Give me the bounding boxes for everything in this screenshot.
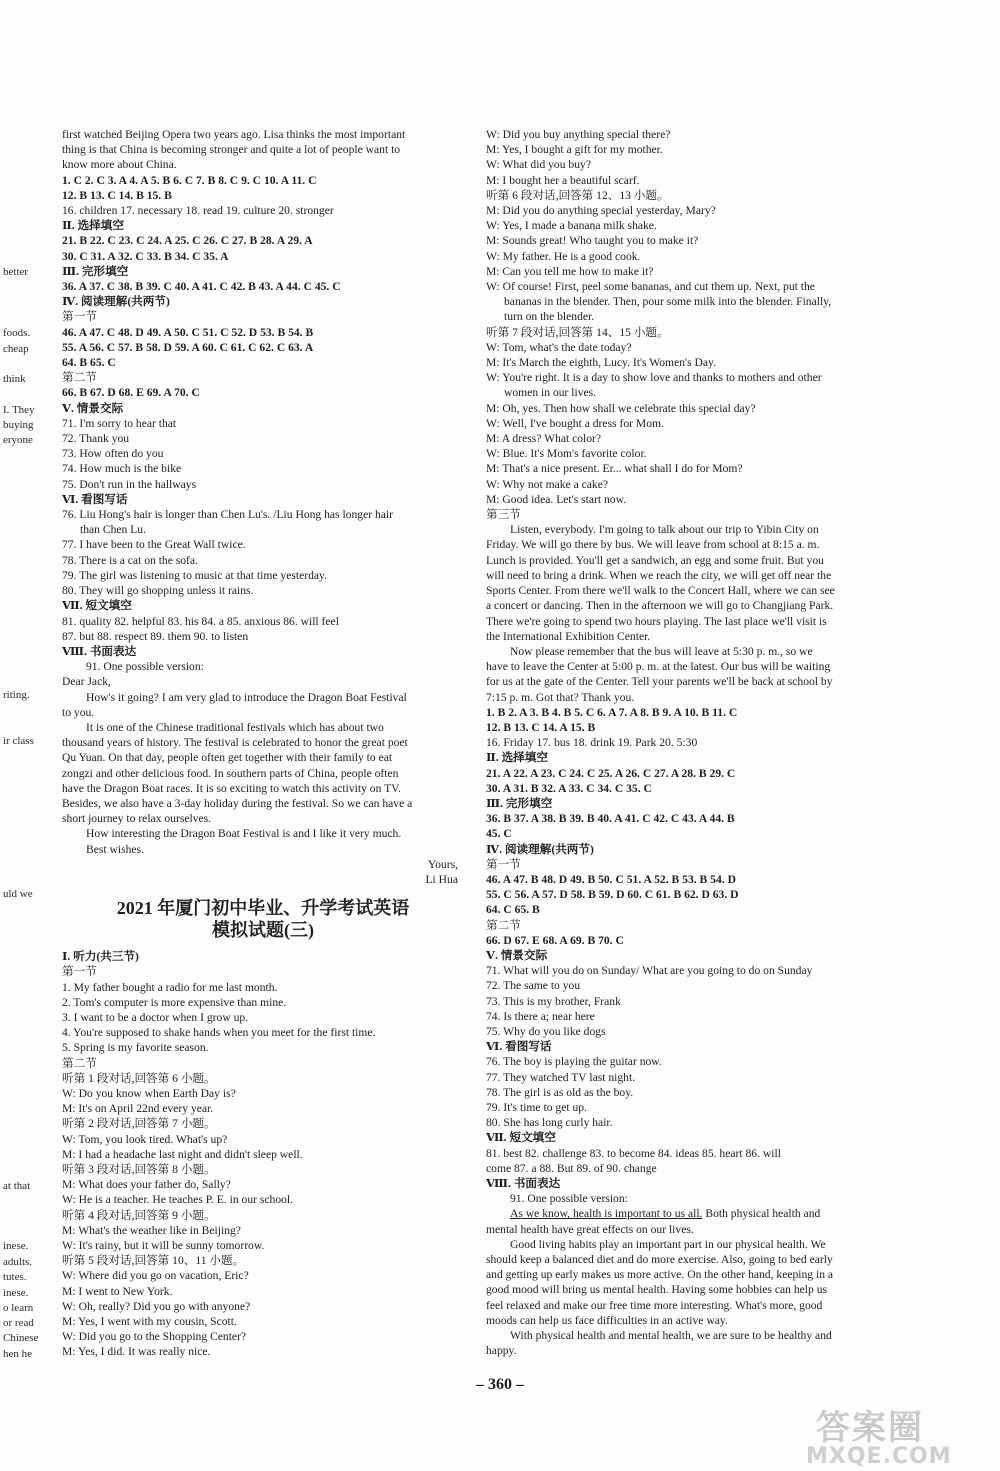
text-line: 46. A 47. C 48. D 49. A 50. C 51. C 52. D 53. B 54. B [62, 325, 314, 339]
section-heading: Ⅱ. 选择填空 [486, 751, 548, 765]
exam-title-line1: 2021 年厦门初中毕业、升学考试英语 [116, 898, 410, 919]
margin-text-fragment: inese. [3, 1240, 29, 1252]
text-line: W: Did you buy anything special there? [486, 128, 671, 141]
margin-text-fragment: think [3, 373, 26, 385]
text-line: moods can help us face difficulties in an active way. [486, 1313, 728, 1327]
margin-text-fragment: cheap [3, 343, 29, 355]
text-line: M: Sounds great! Who taught you to make it? [486, 234, 699, 248]
text-line: W: He is a teacher. He teaches P. E. in our school. [62, 1193, 294, 1207]
text-line: M: Oh, yes. Then how shall we celebrate this special day? [486, 401, 756, 415]
text-line: 78. The girl is as old as the boy. [486, 1085, 634, 1099]
margin-text-fragment: Chinese [3, 1332, 39, 1344]
text-line: 听第 2 段对话,回答第 7 小题。 [62, 1117, 216, 1131]
text-line: 1. B 2. A 3. B 4. B 5. C 6. A 7. A 8. B 9. A 10. B 11. C [486, 705, 738, 719]
text-line: It is one of the Chinese traditional festivals which has about two [86, 720, 384, 734]
text-line: Good living habits play an important part in our physical health. We [510, 1237, 826, 1251]
margin-text-fragment: adults. [3, 1256, 33, 1268]
text-line: M: It's March the eighth, Lucy. It's Women's Day. [486, 356, 716, 370]
margin-text-fragment: eryone [3, 434, 33, 446]
text-line: 36. A 37. C 38. B 39. C 40. A 41. C 42. B 43. A 44. C 45. C [62, 280, 341, 294]
text-line: 55. A 56. C 57. B 58. D 59. A 60. C 61. C 62. C 63. A [62, 340, 314, 354]
text-line: 77. I have been to the Great Wall twice. [62, 538, 246, 552]
text-line: 78. There is a cat on the sofa. [62, 553, 198, 567]
text-line: W: Well, I've bought a dress for Mom. [486, 416, 664, 430]
text-line: 64. C 65. B [486, 903, 540, 917]
text-line: 听第 5 段对话,回答第 10、11 小题。 [62, 1254, 245, 1268]
text-line: 91. One possible version: [86, 660, 204, 674]
text-line: M: I bought her a beautiful scarf. [486, 173, 640, 187]
watermark-url: MXQE.COM [806, 1444, 952, 1469]
text-line: W: Yes, I made a banana milk shake. [486, 219, 657, 233]
text-line: the International Exhibition Center. [486, 629, 651, 643]
text-line: 听第 3 段对话,回答第 8 小题。 [62, 1163, 216, 1176]
text-line: have to leave the Center at 5:00 p. m. at the latest. Our bus will be waiting [486, 660, 831, 674]
text-line: 16. children 17. necessary 18. read 19. culture 20. stronger [62, 204, 334, 218]
margin-text-fragment: or read [3, 1317, 34, 1329]
text-line: W: What did you buy? [486, 158, 591, 172]
text-line: have the Dragon Boat races. It is so exciting to watch this activity on TV. [62, 781, 401, 795]
text-line: happy. [486, 1344, 517, 1358]
text-line: M: Did you do anything special yesterday, Mary? [486, 204, 716, 218]
text-line: 55. C 56. A 57. D 58. B 59. D 60. C 61. B 62. D 63. D [486, 888, 739, 902]
section-heading: Ⅰ. 听力(共三节) [62, 950, 139, 964]
text-line: 30. C 31. A 32. C 33. B 34. C 35. A [62, 249, 229, 263]
margin-text-fragment: better [3, 266, 29, 278]
margin-text-fragment: foods. [3, 327, 31, 339]
text-line: 第二节 [486, 918, 521, 932]
text-line: 81. best 82. challenge 83. to become 84. ideas 85. heart 86. will [486, 1146, 781, 1160]
section-heading: Ⅳ. 阅读理解(共两节) [486, 842, 594, 856]
text-line: Sports Center. From there we'll walk to the Concert Hall, where we can see [486, 584, 835, 598]
text-line: W: Did you go to the Shopping Center? [62, 1330, 247, 1344]
text-line: W: Oh, really? Did you go with anyone? [62, 1299, 251, 1313]
text-line: Friday. We will go there by bus. We will leave from school at 8:15 a. m. [486, 538, 820, 552]
text-line: 第二节 [62, 1056, 97, 1070]
text-line: women in our lives. [504, 386, 597, 400]
text-line: zongzi and other delicious food. In southern parts of China, people often [62, 766, 399, 780]
left-column-listening-script [62, 949, 464, 1359]
text-line: 第二节 [62, 371, 97, 385]
text-line: 87. but 88. respect 89. them 90. to listen [62, 629, 249, 643]
text-line: As we know, health is important to us all. Both physical health and [510, 1207, 821, 1221]
text-line: 79. The girl was listening to music at that time yesterday. [62, 568, 327, 582]
text-line: There we're going to spend two hours playing. The last place we'll visit is [486, 614, 827, 628]
text-line: 73. This is my brother, Frank [486, 994, 621, 1008]
text-line: M: Can you tell me how to make it? [486, 264, 654, 278]
text-line: 75. Don't run in the hallways [62, 477, 197, 491]
text-line: M: Yes, I bought a gift for my mother. [486, 143, 663, 157]
text-line: thing is that China is becoming stronger and quite a lot of people want to [62, 143, 401, 157]
text-line: 听第 4 段对话,回答第 9 小题。 [62, 1208, 216, 1222]
section-heading: Ⅶ. 短文填空 [486, 1131, 556, 1145]
text-line: 听第 6 段对话,回答第 12、13 小题。 [486, 188, 669, 202]
text-line: 66. B 67. D 68. E 69. A 70. C [62, 386, 200, 400]
text-line: Besides, we also have a 3-day holiday during the festival. So we can have a [62, 796, 413, 810]
text-line: Yours, [427, 857, 458, 871]
text-line: 30. A 31. B 32. A 33. C 34. C 35. C [486, 781, 652, 795]
text-line: W: My father. He is a good cook. [486, 249, 641, 263]
text-line: M: A dress? What color? [486, 432, 602, 446]
text-line: will need to bring a drink. When we reach the city, we will get off near the [486, 568, 832, 582]
text-line: to you. [62, 705, 95, 719]
text-line: feel relaxed and make our free time more interesting. What's more, good [486, 1298, 823, 1312]
text-line: Now please remember that the bus will leave at 5:30 p. m., so we [510, 644, 813, 658]
text-line: 2. Tom's computer is more expensive than mine. [62, 995, 287, 1009]
section-heading: Ⅳ. 阅读理解(共两节) [62, 295, 170, 309]
text-line: know more about China. [62, 158, 177, 172]
text-line: mental health have great effects on our lives. [486, 1222, 694, 1236]
right-column [486, 127, 886, 1358]
text-line: How's it going? I am very glad to introduce the Dragon Boat Festival [86, 690, 407, 704]
text-line: 46. A 47. B 48. D 49. B 50. C 51. A 52. B 53. B 54. D [486, 872, 736, 886]
text-line: With physical health and mental health, we are sure to be healthy and [510, 1329, 832, 1343]
text-line: come 87. a 88. But 89. of 90. change [486, 1161, 657, 1175]
text-line: 80. They will go shopping unless it rains. [62, 584, 254, 598]
watermark-text: 答案圈 [816, 1408, 924, 1448]
text-line: 3. I want to be a doctor when I grow up. [62, 1010, 249, 1024]
text-line: W: You're right. It is a day to show love and thanks to mothers and other [486, 371, 822, 385]
text-line: 1. C 2. C 3. A 4. A 5. B 6. C 7. B 8. C 9. C 10. A 11. C [62, 173, 317, 187]
section-heading: Ⅷ. 书面表达 [62, 644, 137, 658]
text-line: 5. Spring is my favorite season. [62, 1041, 209, 1055]
left-column-answers [62, 127, 464, 887]
margin-text-fragment: o learn [3, 1302, 34, 1314]
text-line: 4. You're supposed to shake hands when you meet for the first time. [62, 1026, 376, 1040]
exam-title [62, 897, 464, 941]
underlined-sentence: As we know, health is important to us all. [510, 1207, 703, 1221]
section-heading: Ⅲ. 完形填空 [486, 796, 553, 810]
text-line: than Chen Lu. [80, 523, 147, 537]
text-line: 1. My father bought a radio for me last month. [62, 980, 278, 994]
text-line: M: Yes, I did. It was really nice. [62, 1345, 211, 1359]
margin-text-fragment: buying [3, 419, 34, 431]
text-line: M: What's the weather like in Beijing? [62, 1223, 241, 1237]
text-line: good mood will bring us mental health. Having some hobbies can help us [486, 1283, 827, 1297]
left-column [62, 127, 464, 1360]
text-line: 听第 7 段对话,回答第 14、15 小题。 [486, 325, 669, 339]
text-line: W: Why not make a cake? [486, 477, 609, 491]
margin-text-fragment: tutes. [3, 1271, 27, 1283]
text-line: W: Do you know when Earth Day is? [62, 1086, 236, 1100]
text-line: 79. It's time to get up. [486, 1101, 587, 1114]
text-line: Lunch is provided. You'll get a sandwich, an egg and some fruit. But you [486, 553, 824, 567]
exam-title-line2: 模拟试题(三) [212, 920, 314, 941]
text-line: 第一节 [62, 310, 97, 324]
text-line: M: It's on April 22nd every year. [62, 1102, 214, 1116]
text-line: for us at the gate of the Center. Tell your parents we'll be back at school by [486, 675, 833, 689]
text-line: a concert or dancing. Then in the afternoon we will go to Changjiang Park. [486, 599, 834, 613]
text-line: 21. A 22. A 23. C 24. C 25. A 26. C 27. A 28. B 29. C [486, 766, 736, 780]
section-heading: Ⅴ. 情景交际 [486, 948, 548, 962]
text-line: Best wishes. [86, 842, 144, 856]
margin-text-fragment: uld we [3, 888, 33, 900]
text-line: bananas in the blender. Then, pour some milk into the blender. Finally, [504, 295, 832, 309]
text-line: 12. B 13. C 14. A 15. B [486, 720, 596, 734]
margin-text-fragment: hen he [3, 1348, 33, 1360]
section-heading: Ⅲ. 完形填空 [62, 264, 129, 278]
text-line: 72. Thank you [62, 432, 130, 446]
margin-text-fragment: at that [3, 1180, 31, 1192]
text-line: Listen, everybody. I'm going to talk about our trip to Yibin City on [510, 523, 819, 537]
margin-text-fragment: I. They [3, 404, 35, 416]
text-line: 81. quality 82. helpful 83. his 84. a 85. anxious 86. will feel [62, 614, 339, 628]
text-line: M: Yes, I went with my cousin, Scott. [62, 1315, 237, 1329]
text-line: 12. B 13. C 14. B 15. B [62, 188, 172, 202]
text-line: How interesting the Dragon Boat Festival is and I like it very much. [86, 827, 402, 841]
text-line: Li Hua [425, 872, 458, 886]
text-line: 45. C [486, 827, 512, 841]
watermark-logo [806, 1400, 996, 1470]
text-line: 74. How much is the bike [62, 462, 182, 476]
text-line: first watched Beijing Opera two years ago. Lisa thinks the most important [62, 128, 406, 141]
text-line: turn on the blender. [504, 310, 595, 324]
text-line: W: Where did you go on vacation, Eric? [62, 1269, 249, 1283]
text-line: 71. What will you do on Sunday/ What are you going to do on Sunday [486, 964, 813, 978]
text-line: 听第 1 段对话,回答第 6 小题。 [62, 1071, 216, 1085]
text-line: 第一节 [486, 857, 521, 871]
text-line: Dear Jack, [62, 675, 111, 689]
text-line: should keep a balanced diet and do more exercise. Also, going to bed early [486, 1253, 833, 1267]
text-line: 71. I'm sorry to hear that [62, 416, 177, 430]
text-line: 第一节 [62, 965, 97, 979]
text-line: 75. Why do you like dogs [486, 1024, 606, 1038]
page-number: – 360 – [476, 1376, 524, 1393]
text-line: W: Of course! First, peel some bananas, and cut them up. Next, put the [486, 280, 815, 294]
text-line: and getting up early makes us more active. On the other hand, keeping in a [486, 1268, 834, 1282]
text-line: M: Good idea. Let's start now. [486, 492, 627, 506]
text-line: 80. She has long curly hair. [486, 1116, 613, 1130]
text-line: 7:15 p. m. Got that? Thank you. [486, 690, 635, 704]
text-line: 76. Liu Hong's hair is longer than Chen Lu's. /Liu Hong has longer hair [62, 508, 394, 522]
section-heading: Ⅱ. 选择填空 [62, 219, 124, 233]
text-line: thousand years of history. The festival is celebrated to honor the great poet [62, 736, 408, 750]
text-line: W: Tom, what's the date today? [486, 340, 632, 354]
text-line: M: I went to New York. [62, 1284, 173, 1298]
margin-text-fragment: riting. [3, 689, 30, 701]
text-line: 16. Friday 17. bus 18. drink 19. Park 20. 5:30 [486, 736, 698, 750]
text-line: 72. The same to you [486, 979, 581, 993]
text-line: 第三节 [486, 508, 521, 522]
text-line: M: What does your father do, Sally? [62, 1178, 231, 1192]
text-line: 77. They watched TV last night. [486, 1070, 636, 1084]
margin-text-fragment: ir class [3, 735, 34, 747]
section-heading: Ⅷ. 书面表达 [486, 1177, 561, 1191]
text-line: 91. One possible version: [510, 1192, 628, 1206]
margin-text-fragment: inese. [3, 1287, 29, 1299]
section-heading: Ⅵ. 看图写话 [486, 1040, 552, 1054]
text-line: 64. B 65. C [62, 356, 116, 370]
section-heading: Ⅴ. 情景交际 [62, 401, 124, 415]
text-line: M: I had a headache last night and didn't sleep well. [62, 1147, 303, 1161]
text-line: W: Blue. It's Mom's favorite color. [486, 447, 647, 461]
text-line: 73. How often do you [62, 447, 164, 461]
section-heading: Ⅶ. 短文填空 [62, 599, 132, 613]
section-heading: Ⅵ. 看图写话 [62, 492, 128, 506]
text-line: 66. D 67. E 68. A 69. B 70. C [486, 933, 624, 947]
left-margin-fragments [0, 0, 40, 1471]
text-line: M: That's a nice present. Er... what shall I do for Mom? [486, 462, 743, 476]
text-line: W: It's rainy, but it will be sunny tomorrow. [62, 1239, 265, 1253]
text-line: 76. The boy is playing the guitar now. [486, 1055, 662, 1069]
text-line: 21. B 22. C 23. C 24. A 25. C 26. C 27. B 28. A 29. A [62, 234, 313, 248]
text-line: Qu Yuan. On that day, people often get together with their family to eat [62, 751, 393, 765]
text-line: 74. Is there a; near here [486, 1009, 595, 1023]
text-line: W: Tom, you look tired. What's up? [62, 1132, 228, 1146]
text-line: short journey to relax ourselves. [62, 812, 212, 826]
text-line: 36. B 37. A 38. B 39. B 40. A 41. C 42. C 43. A 44. B [486, 812, 735, 826]
